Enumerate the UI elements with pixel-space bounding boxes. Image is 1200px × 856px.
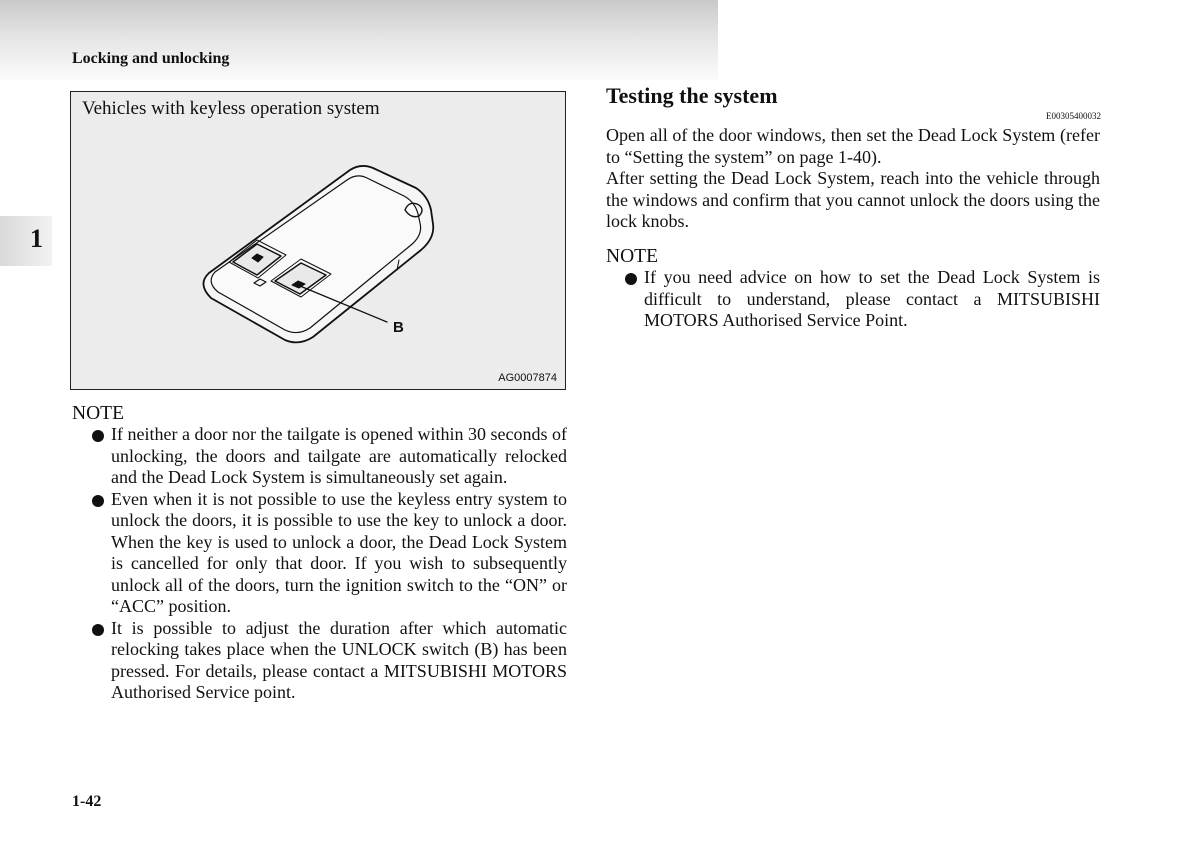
chapter-number: 1 [30,224,43,253]
left-note-heading: NOTE [72,403,124,424]
keyfob-illustration [71,92,567,391]
paragraph: Open all of the door windows, then set the Dead Lock System (refer to “Setting the system” on page 1-40). [606,125,1100,167]
bullet-icon [92,624,104,636]
chapter-tab [0,216,52,266]
right-note-list [606,267,1100,332]
bullet-icon [92,495,104,507]
section-code: E00305400032 [1046,111,1101,121]
figure-caption: Vehicles with keyless operation system [82,98,380,119]
paragraph: After setting the Dead Lock System, reach into the vehicle through the windows and confirm that you cannot unlock the doors using the lock knobs. [606,168,1100,231]
header-band [0,0,718,80]
right-note-heading: NOTE [606,246,658,267]
list-item-text: If neither a door nor the tailgate is opened within 30 seconds of unlocking, the doors and tailgate are automatically relocked and the Dead Lock System is simultaneously set again. [111,424,567,487]
list-item-text: If you need advice on how to set the Dead Lock System is difficult to understand, please contact a MITSUBISHI MOTORS Authorised Service Point. [644,267,1100,330]
list-item-text: Even when it is not possible to use the keyless entry system to unlock the doors, it is possible to use the key to unlock a door. When the key is used to unlock a door, the Dead Lock System is cancelled for only that door. If you wish to subsequently unlock all of the doors, turn the ignition switch to the “ON” or “ACC” position. [111,488,567,616]
page-number: 1-42 [72,793,102,810]
keyfob-figure [70,91,566,390]
callout-label: B [393,319,404,336]
list-item [72,424,567,489]
left-note-list [72,424,567,704]
list-item [72,489,567,618]
bullet-icon [92,430,104,442]
figure-code: AG0007874 [498,372,557,384]
bullet-icon [625,273,637,285]
section-title: Locking and unlocking [72,50,230,67]
body-text [606,125,1100,233]
list-item-text: It is possible to adjust the duration after which automatic relocking takes place when the UNLOCK switch (B) has been pressed. For details, please contact a MITSUBISHI MOTORS Authorised Service point. [111,617,567,702]
list-item [606,267,1100,332]
list-item [72,618,567,704]
section-heading: Testing the system [606,83,778,108]
